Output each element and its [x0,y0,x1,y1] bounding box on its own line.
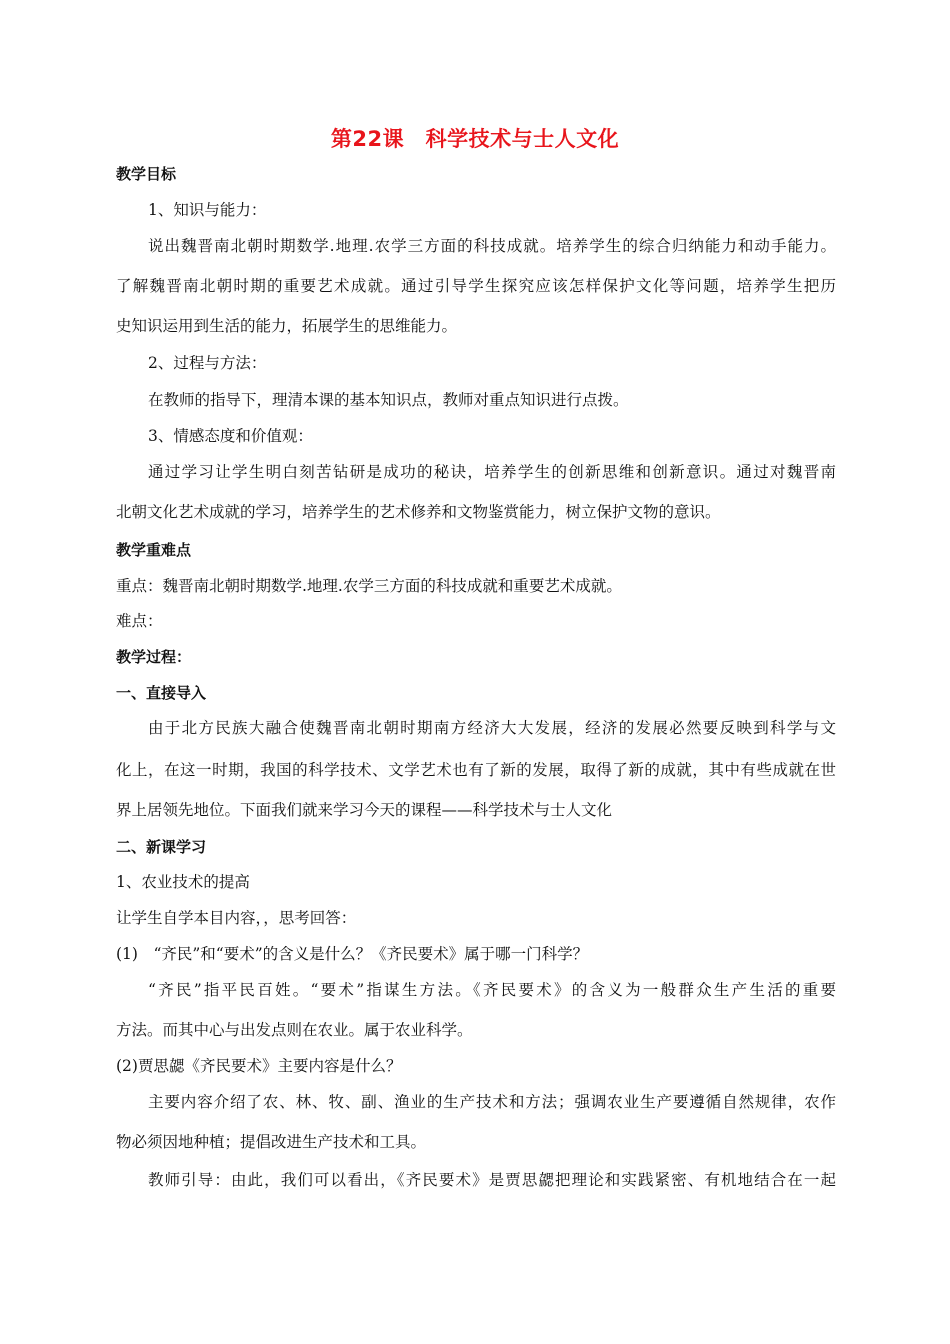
prompt-text: 让学生自学本目内容，，思考回答： [116,909,357,927]
subsection-heading: 1、农业技术的提高 [116,873,250,891]
answer-paragraph: “齐民”指平民百姓。“要术”指谋生方法。《齐民要术》的含义为一般群众生产生活的重要 [148,981,836,999]
process-method-label: 2、过程与方法： [148,354,267,372]
difficulty-text: 难点： [116,612,163,630]
paragraph: 史知识运用到生活的能力，拓展学生的思维能力。 [116,317,458,335]
answer-paragraph: 主要内容介绍了农、林、牧、副、渔业的生产技术和方法；强调农业生产要遵循自然规律，农作 [148,1093,836,1111]
section-two-heading: 二、新课学习 [116,838,207,856]
answer-paragraph: 物必须因地种植；提倡改进生产技术和工具。 [116,1133,427,1151]
paragraph: 界上居领先地位。下面我们就来学习今天的课程——科学技术与士人文化 [116,801,613,819]
page-title: 第22课 科学技术与士人文化 [330,127,620,151]
process-heading: 教学过程： [116,648,192,666]
question-two: (2)贾思勰《齐民要术》主要内容是什么？ [116,1057,402,1075]
keypoints-heading: 教学重难点 [116,541,192,559]
knowledge-ability-label: 1、知识与能力： [148,201,267,219]
paragraph: 由于北方民族大融合使魏晋南北朝时期南方经济大大发展，经济的发展必然要反映到科学与文 [148,719,836,737]
paragraph: 通过学习让学生明白刻苦钻研是成功的秘诀，培养学生的创新思维和创新意识。通过对魏晋南 [148,463,836,481]
attitude-values-label: 3、情感态度和价值观： [148,427,313,445]
paragraph: 北朝文化艺术成就的学习，培养学生的艺术修养和文物鉴赏能力，树立保护文物的意识。 [116,503,721,521]
answer-paragraph: 方法。而其中心与出发点则在农业。属于农业科学。 [116,1021,473,1039]
objectives-heading: 教学目标 [116,165,177,183]
paragraph: 说出魏晋南北朝时期数学.地理.农学三方面的科技成就。培养学生的综合归纳能力和动手能力。 [148,237,836,255]
paragraph: 化上，在这一时期，我国的科学技术、文学艺术也有了新的发展，取得了新的成就，其中有些成就在世 [116,761,836,779]
paragraph: 了解魏晋南北朝时期的重要艺术成就。通过引导学生探究应该怎样保护文化等问题，培养学生把历 [116,277,836,295]
paragraph: 在教师的指导下，理清本课的基本知识点，教师对重点知识进行点拨。 [148,391,629,409]
section-one-heading: 一、直接导入 [116,684,207,702]
teacher-guide-paragraph: 教师引导：由此，我们可以看出，《齐民要术》是贾思勰把理论和实践紧密、有机地结合在一起 [148,1171,836,1189]
focus-text: 重点：魏晋南北朝时期数学.地理.农学三方面的科技成就和重要艺术成就。 [116,577,622,595]
question-one: (1) “齐民”和“要术”的含义是什么？《齐民要术》属于哪一门科学？ [116,945,589,963]
